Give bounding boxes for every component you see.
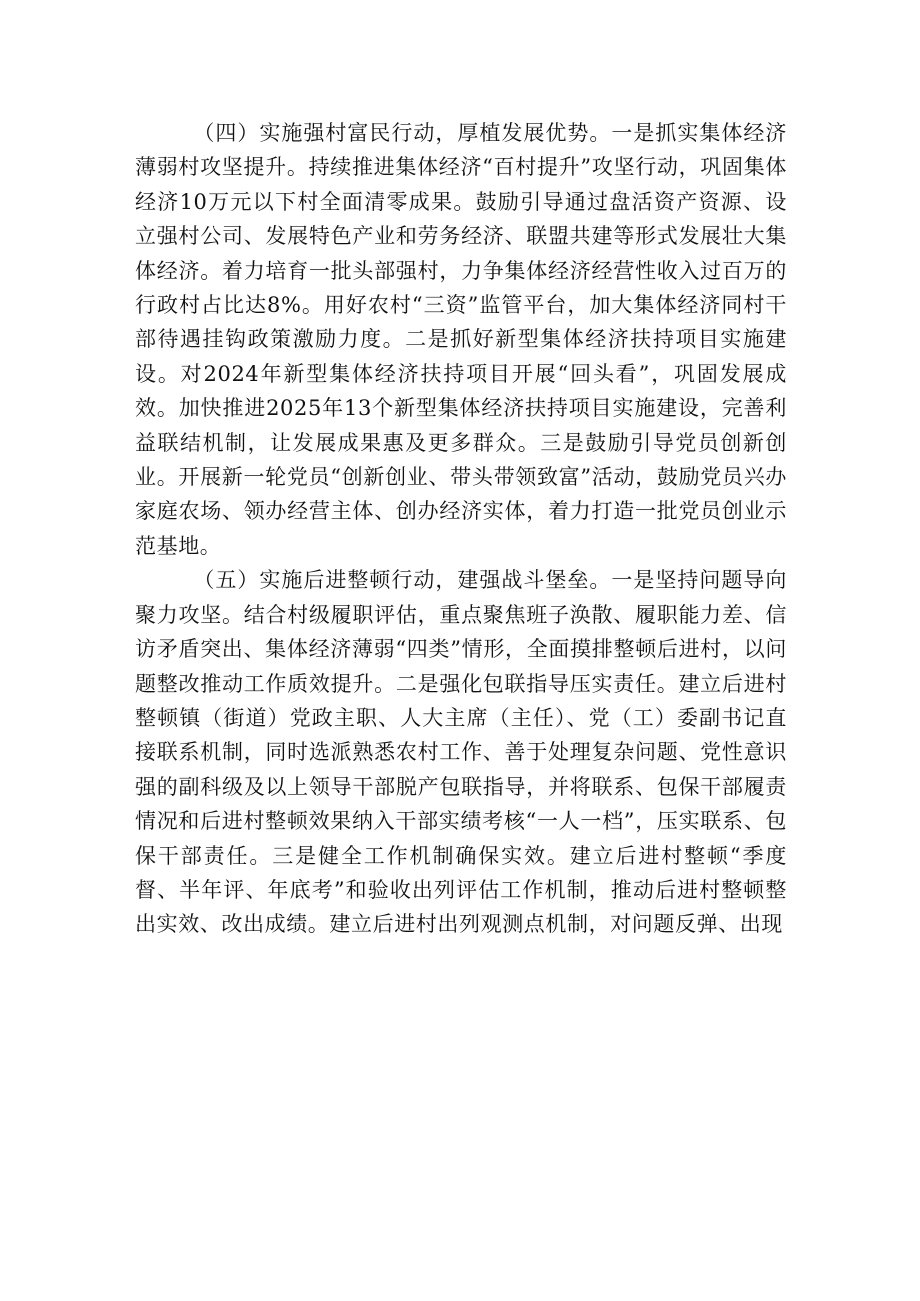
paragraph-section-four: （四）实施强村富民行动，厚植发展优势。一是抓实集体经济薄弱村攻坚提升。持续推进集体经济“百村提升”攻坚行动，巩固集体经济10万元以下村全面清零成果。鼓励引导通过盘活资产资源、设立强村公司、发展特色产业和劳务经济、联盟共建等形式发展壮大集体经济。着力培育一批头部强村，力争集体经济经营性收入过百万的行政村占比达8%。用好农村“三资”监管平台，加大集体经济同村干部待遇挂钩政策激励力度。二是抓好新型集体经济扶持项目实施建设。对2024年新型集体经济扶持项目开展“回头看”，巩固发展成效。加快推进2025年13个新型集体经济扶持项目实施建设，完善利益联结机制，让发展成果惠及更多群众。三是鼓励引导党员创新创业。开展新一轮党员“创新创业、带头带领致富”活动，鼓励党员兴办家庭农场、领办经营主体、创办经济实体，着力打造一批党员创业示范基地。 [135,121,787,558]
document-body [135,116,787,942]
paragraph-section-five: （五）实施后进整顿行动，建强战斗堡垒。一是坚持问题导向聚力攻坚。结合村级履职评估，重点聚焦班子涣散、履职能力差、信访矛盾突出、集体经济薄弱“四类”情形，全面摸排整顿后进村，以问题整改推动工作质效提升。二是强化包联指导压实责任。建立后进村整顿镇（街道）党政主职、人大主席（主任）、党（工）委副书记直接联系机制，同时选派熟悉农村工作、善于处理复杂问题、党性意识强的副科级及以上领导干部脱产包联指导，并将联系、包保干部履责情况和后进村整顿效果纳入干部实绩考核“一人一档”，压实联系、包保干部责任。三是健全工作机制确保实效。建立后进村整顿“季度督、半年评、年底考”和验收出列评估工作机制，推动后进村整顿整出实效、改出成绩。建立后进村出列观测点机制，对问题反弹、出现 [135,568,787,937]
